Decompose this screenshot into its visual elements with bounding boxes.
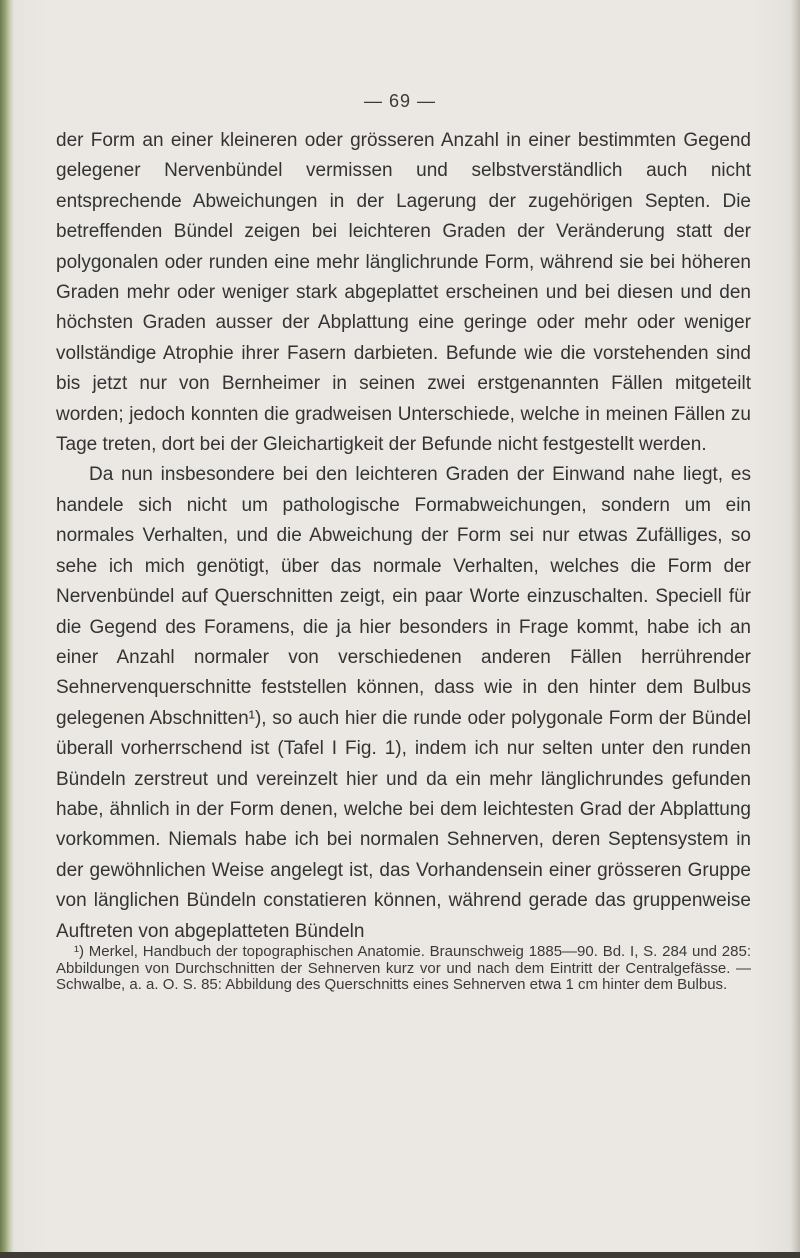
paragraph-1: der Form an einer kleineren oder grösseren Anzahl in einer bestimmten Gegend gelegener Nervenbündel vermissen und selbstverständlich auch nicht entsprechende Abweichungen in der Lagerung der zugehörigen Septen. Die betreffenden Bündel zeigen bei leichteren Graden der Veränderung statt der polygonalen oder runden eine mehr länglichrunde Form, während sie bei höheren Graden mehr oder weniger stark abgeplattet erscheinen und bei diesen und den höchsten Graden ausser der Abplattung eine geringe oder mehr oder weniger vollständige Atrophie ihrer Fasern darbieten. Befunde wie die vorstehenden sind bis jetzt nur von Bernheimer in seinen zwei erstgenannten Fällen mitgeteilt worden; jedoch konnten die gradweisen Unterschiede, welche in meinen Fällen zu Tage treten, dort bei der Gleichartigkeit der Befunde nicht festgestellt werden.	[56, 130, 751, 456]
page-binding-edge	[0, 0, 14, 1258]
page-bottom-edge	[0, 1252, 800, 1258]
paragraph-2: Da nun insbesondere bei den leichteren Graden der Einwand nahe liegt, es handele sich nicht um pathologische Formabweichungen, sondern um ein normales Verhalten, und die Abweichung der Form sei nur etwas Zufälliges, so sehe ich mich genötigt, über das normale Verhalten, welches die Form der Nervenbündel auf Querschnitten zeigt, ein paar Worte einzuschalten. Speciell für die Gegend des Foramens, die ja hier besonders in Frage kommt, habe ich an einer Anzahl normaler von verschiedenen anderen Fällen herrührender Sehnervenquerschnitte feststellen können, dass wie in den hinter dem Bulbus gelegenen Abschnitten¹), so auch hier die runde oder polygonale Form der Bündel überall vorherrschend ist (Tafel I Fig. 1), indem ich nur selten unter den runden Bündeln zerstreut und vereinzelt hier und da ein mehr länglichrundes gefunden habe, ähnlich in der Form denen, welche bei dem leichtesten Grad der Abplattung vorkommen. Niemals habe ich bei normalen Sehnerven, deren Septensystem in der gewöhnlichen Weise angelegt ist, das Vorhandensein einer grösseren Gruppe von länglichen Bündeln constatieren können, während gerade das gruppenweise Auftreten von abgeplatteten Bündeln	[56, 464, 751, 942]
body-text	[56, 126, 751, 947]
page-number: — 69 —	[363, 91, 437, 111]
footnote-1: ¹) Merkel, Handbuch der topographischen Anatomie. Braunschweig 1885—90. Bd. I, S. 284 und 285: Abbildungen von Durchschnitten der Sehnerven kurz vor und nach dem Eintritt der Centralgefässe. — Schwalbe, a. a. O. S. 85: Abbildung des Querschnitts eines Sehnerven etwa 1 cm hinter dem Bulbus.	[56, 943, 751, 994]
page-right-edge	[790, 0, 800, 1258]
footnotes	[56, 944, 751, 994]
